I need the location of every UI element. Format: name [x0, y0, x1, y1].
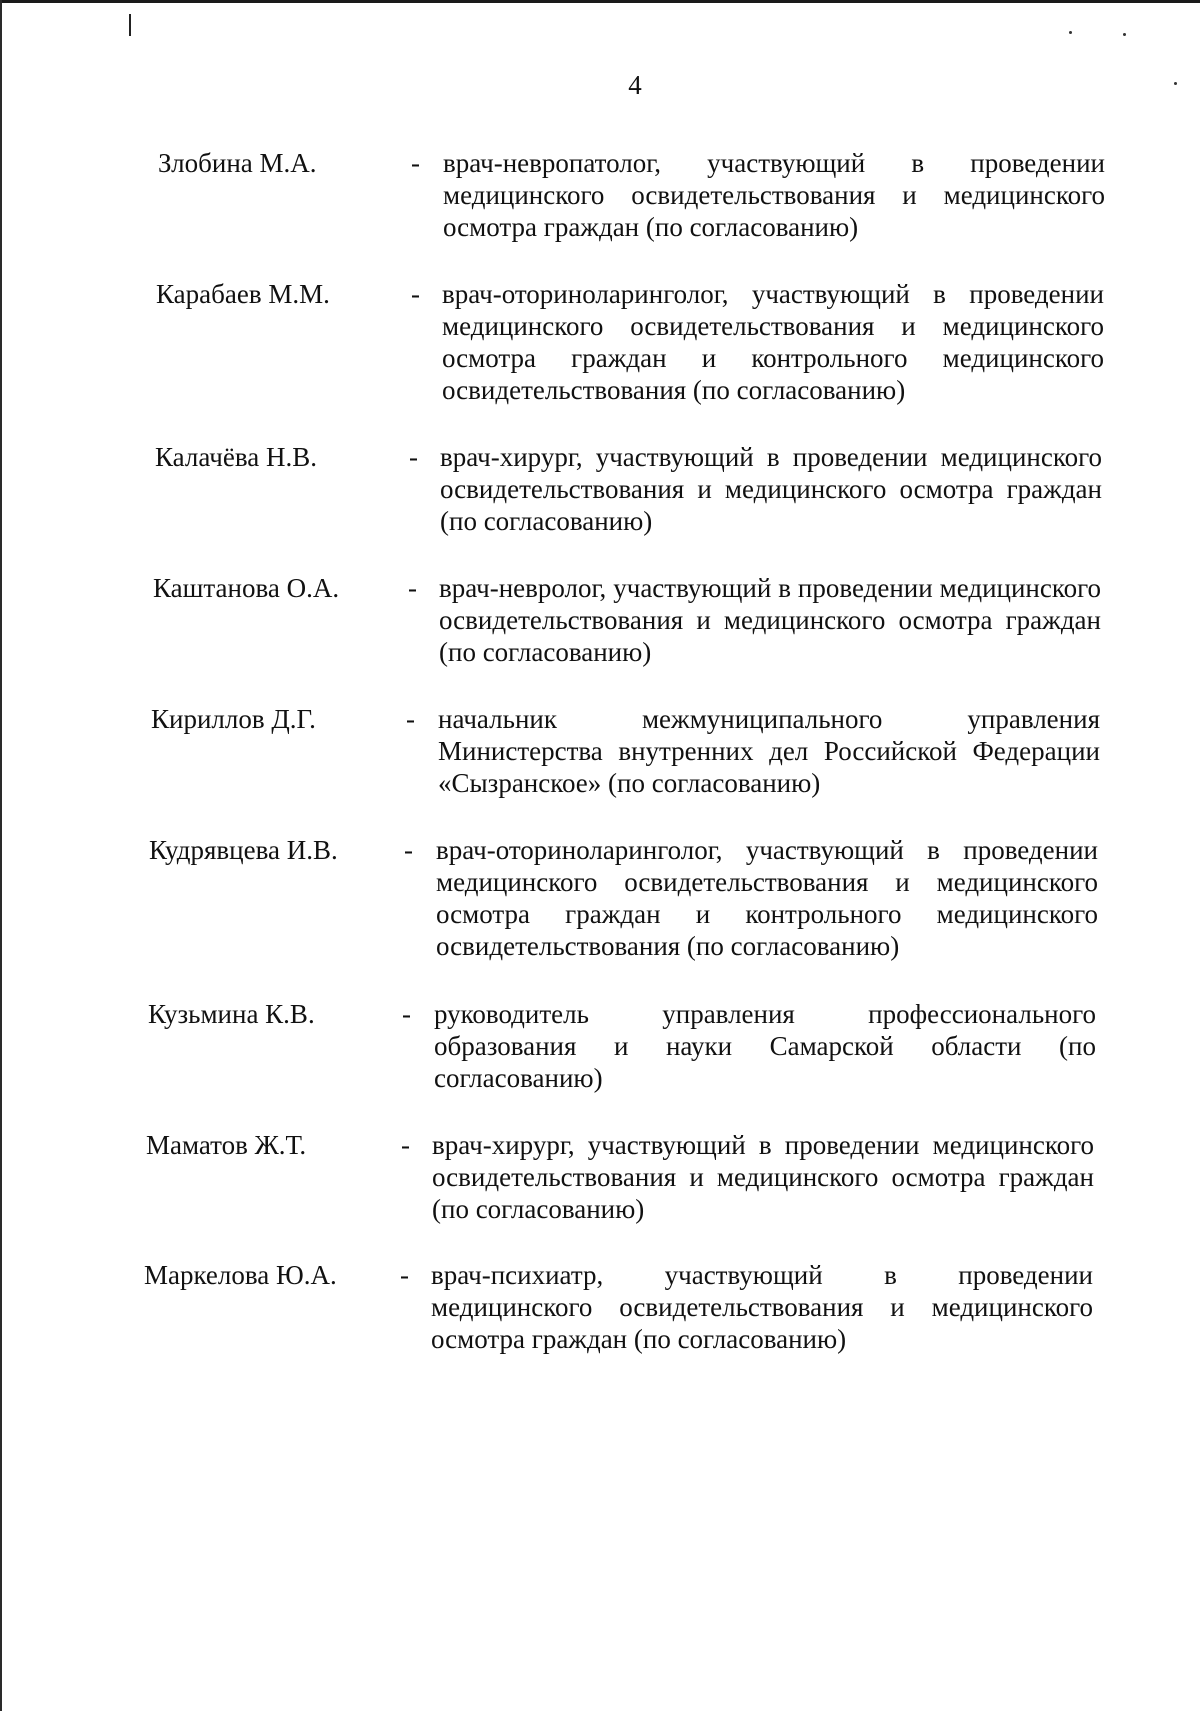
member-dash: -	[411, 279, 420, 309]
member-name: Кузьмина К.В.	[148, 999, 315, 1029]
member-dash: -	[409, 442, 418, 472]
member-role: начальник межмуниципального управления Министерства внутренних дел Российской Федерации «Сызранское» (по согласованию)	[438, 704, 1100, 798]
scan-mark	[129, 14, 131, 36]
member-role: врач-хирург, участвующий в проведении медицинского освидетельствования и медицинского осмотра граждан (по согласованию)	[440, 442, 1102, 536]
member-name: Злобина М.А.	[158, 148, 317, 178]
member-role: врач-невролог, участвующий в проведении медицинского освидетельствования и медицинского осмотра граждан (по согласованию)	[439, 573, 1101, 667]
member-role: врач-невропатолог, участвующий в проведении медицинского освидетельствования и медицинского осмотра граждан (по согласованию)	[443, 148, 1105, 242]
member-role: врач-хирург, участвующий в проведении медицинского освидетельствования и медицинского осмотра граждан (по согласованию)	[432, 1130, 1094, 1224]
member-role: врач-оториноларинголог, участвующий в проведении медицинского освидетельствования и медицинского осмотра граждан и контрольного медицинского освидетельствования (по согласованию)	[436, 835, 1098, 961]
member-name: Кириллов Д.Г.	[151, 704, 316, 734]
scan-top-edge	[0, 0, 1200, 3]
member-name: Каштанова О.А.	[153, 573, 340, 603]
member-role: врач-психиатр, участвующий в проведении медицинского освидетельствования и медицинского осмотра граждан (по согласованию)	[431, 1260, 1093, 1354]
scan-speck	[1069, 31, 1072, 34]
member-name: Калачёва Н.В.	[155, 442, 317, 472]
member-role: врач-оториноларинголог, участвующий в проведении медицинского освидетельствования и медицинского осмотра граждан и контрольного медицинского освидетельствования (по согласованию)	[442, 279, 1104, 405]
member-dash: -	[406, 704, 415, 734]
member-name: Маматов Ж.Т.	[146, 1130, 307, 1160]
member-name: Маркелова Ю.А.	[144, 1260, 337, 1290]
member-dash: -	[400, 1260, 409, 1290]
member-role: руководитель управления профессионального образования и науки Самарской области (по согласованию)	[434, 999, 1096, 1093]
member-dash: -	[408, 573, 417, 603]
member-dash: -	[404, 835, 413, 865]
member-dash: -	[401, 1130, 410, 1160]
member-name: Карабаев М.М.	[156, 279, 330, 309]
member-dash: -	[402, 999, 411, 1029]
member-name: Кудрявцева И.В.	[149, 835, 338, 865]
member-dash: -	[411, 148, 420, 178]
page-number: 4	[628, 70, 642, 100]
scan-left-edge	[0, 0, 2, 1711]
scan-speck	[1123, 33, 1126, 36]
